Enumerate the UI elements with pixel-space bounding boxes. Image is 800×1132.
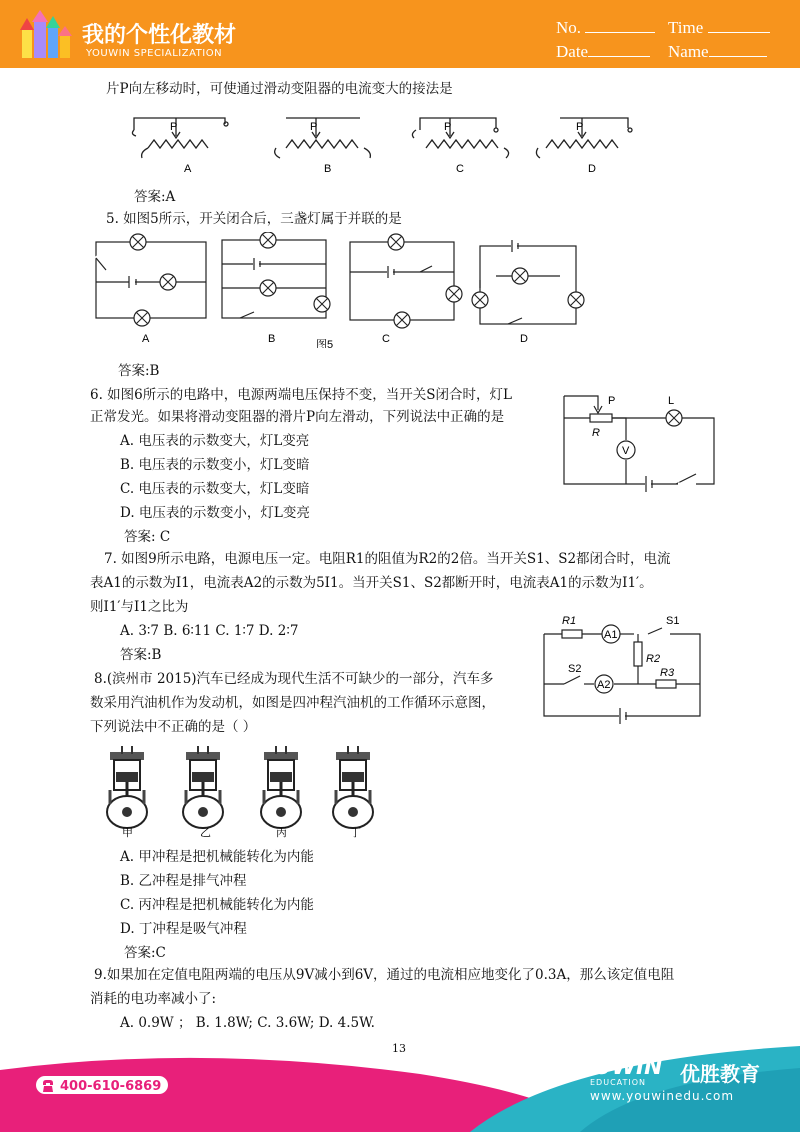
figure-6-v-label: V	[622, 445, 630, 457]
page-header	[0, 0, 800, 68]
engine-label-jia: 甲	[122, 827, 133, 839]
question-7-answer: 答案:B	[120, 647, 162, 663]
rheostat-p-label: P	[310, 121, 318, 133]
figure-5-label-b: B	[268, 333, 276, 345]
brand-name-cn: 优胜教育	[680, 1062, 760, 1086]
name-field: Name	[668, 42, 767, 62]
question-5-text: 5. 如图5所示，开关闭合后，三盏灯属于并联的是	[106, 211, 402, 227]
rheostat-c	[412, 118, 508, 158]
question-6-option-b: B. 电压表的示数变小，灯L变暗	[120, 457, 310, 473]
figure-9-a2-label: A2	[597, 679, 611, 691]
rheostat-label-c: C	[456, 163, 464, 175]
figure-5-label-a: A	[142, 333, 150, 345]
figure-9-circuit	[538, 612, 708, 724]
figure-6-p-label: P	[608, 395, 616, 407]
figure-5-caption: 图5	[316, 339, 334, 348]
engine-label-bing: 丙	[276, 827, 287, 839]
figure-5-circuits	[90, 232, 610, 348]
phone-icon	[40, 1078, 56, 1094]
question-6-option-a: A. 电压表的示数变大，灯L变亮	[120, 433, 310, 449]
brand-education: EDUCATION	[590, 1078, 647, 1087]
rheostat-b	[275, 118, 371, 158]
figure-9-s2-label: S2	[568, 663, 582, 675]
header-title: 我的个性化教材	[82, 23, 237, 48]
question-6-option-d: D. 电压表的示数变小，灯L变亮	[120, 505, 310, 521]
houses-logo-icon	[18, 8, 74, 60]
no-field: No.	[556, 18, 655, 38]
figure-6-l-label: L	[668, 395, 675, 407]
question-7-text: 7. 如图9所示电路，电源电压一定。电阻R1的阻值为R2的2倍。当开关S1、S2都闭合时，电流	[104, 551, 671, 567]
figure-9-s1-label: S1	[666, 615, 680, 627]
question-8-text-2: 数采用汽油机作为发动机，如图是四冲程汽油机的工作循环示意图，	[90, 695, 495, 711]
website-url[interactable]: www.youwinedu.com	[590, 1089, 735, 1103]
question-9-text: 9.如果加在定值电阻两端的电压从9V减小到6V，通过的电流相应地变化了0.3A，那么该定值电阻	[94, 967, 675, 983]
rheostat-label-a: A	[184, 163, 192, 175]
question-9-options: A. 0.9W ； B. 1.8W; C. 3.6W; D. 4.5W.	[120, 1015, 375, 1031]
question-4-text: 片P向左移动时，可使通过滑动变阻器的电流变大的接法是	[106, 81, 453, 97]
figure-9-r1-label: R1	[562, 615, 577, 627]
question-6-answer: 答案: C	[124, 529, 171, 545]
rheostat-figure	[120, 108, 660, 180]
rheostat-label-b: B	[324, 163, 332, 175]
engine-label-yi: 乙	[200, 827, 211, 839]
question-8-text: 8.(滨州市 2015)汽车已经成为现代生活不可缺少的一部分，汽车多	[94, 671, 494, 687]
header-subtitle: YOUWIN SPECIALIZATION	[86, 48, 223, 59]
question-7-options: A. 3∶7 B. 6∶11 C. 1∶7 D. 2∶7	[120, 623, 299, 639]
engine-strokes-figure	[100, 744, 390, 840]
figure-5-label-d: D	[520, 333, 528, 345]
question-8-text-3: 下列说法中不正确的是（ ）	[90, 719, 257, 735]
question-7-text-3: 则I1′与I1之比为	[90, 599, 189, 615]
date-field: Date	[556, 42, 650, 62]
question-5-answer: 答案:B	[118, 363, 160, 379]
question-4-answer: 答案:A	[134, 189, 176, 205]
page-number: 13	[392, 1042, 406, 1055]
question-8-option-c: C. 丙冲程是把机械能转化为内能	[120, 897, 314, 913]
question-8-option-d: D. 丁冲程是吸气冲程	[120, 921, 247, 937]
time-field: Time	[668, 18, 770, 38]
figure-9-a1-label: A1	[604, 629, 618, 641]
question-8-option-a: A. 甲冲程是把机械能转化为内能	[120, 849, 314, 865]
rheostat-label-d: D	[588, 163, 596, 175]
rheostat-p-label: P	[170, 121, 178, 133]
question-9-text-2: 消耗的电功率减小了:	[90, 991, 217, 1007]
figure-9-r3-label: R3	[660, 667, 675, 679]
figure-6-r-label: R	[592, 427, 600, 439]
brand-name: YOUWIN	[560, 1055, 663, 1080]
rheostat-a	[132, 118, 228, 158]
rheostat-p-label: P	[576, 121, 584, 133]
question-6-text-2: 正常发光。如果将滑动变阻器的滑片P向左滑动，下列说法中正确的是	[90, 409, 505, 425]
rheostat-p-label: P	[444, 121, 452, 133]
rheostat-d	[536, 118, 632, 158]
figure-6-circuit	[556, 386, 726, 492]
question-8-option-b: B. 乙冲程是排气冲程	[120, 873, 247, 889]
question-8-answer: 答案:C	[124, 945, 166, 961]
question-7-text-2: 表A1的示数为I1，电流表A2的示数为5I1。当开关S1、S2都断开时，电流表A1的示数为I1′。	[90, 575, 653, 591]
figure-9-r2-label: R2	[646, 653, 661, 665]
phone-number: 400-610-6869	[34, 1074, 170, 1096]
figure-5-label-c: C	[382, 333, 390, 345]
question-6-text: 6. 如图6所示的电路中，电源两端电压保持不变，当开关S闭合时，灯L	[90, 387, 512, 403]
engine-label-ding: 丁	[350, 827, 361, 839]
question-6-option-c: C. 电压表的示数变大，灯L变暗	[120, 481, 310, 497]
